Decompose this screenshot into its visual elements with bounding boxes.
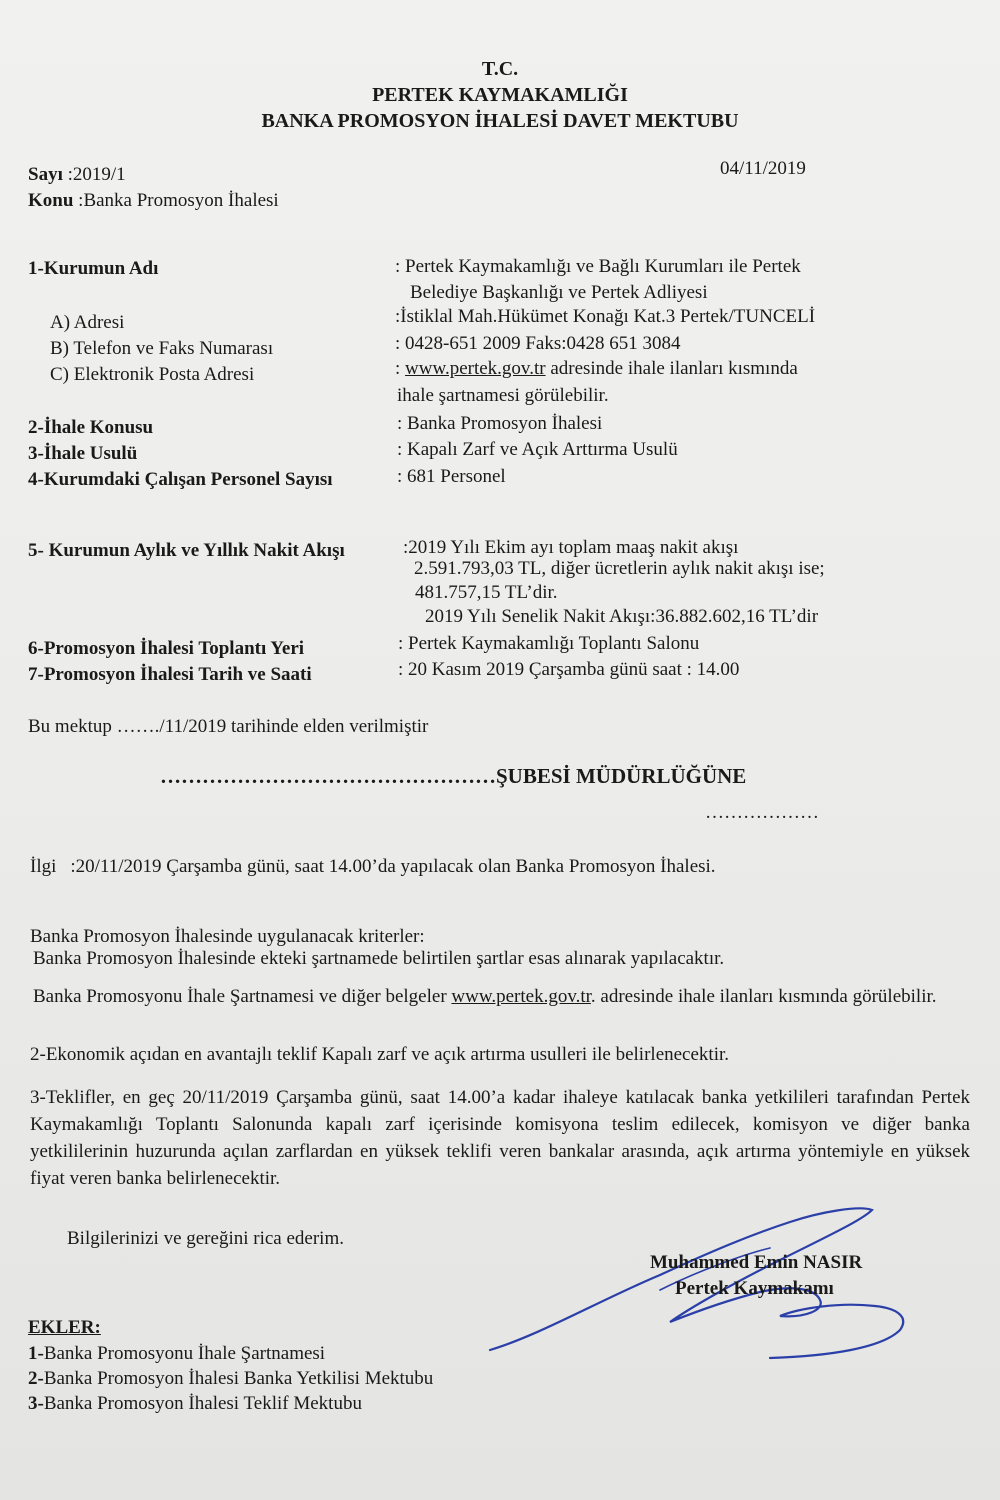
tarih-saat-value: : 20 Kasım 2019 Çarşamba günü saat : 14.00: [398, 659, 740, 680]
eposta-prefix: :: [395, 358, 406, 379]
header-document-title: BANKA PROMOSYON İHALESİ DAVET MEKTUBU: [261, 110, 739, 132]
delivery-note: Bu mektup ……./11/2019 tarihinde elden verilmiştir: [28, 716, 429, 737]
konu-label: Konu: [28, 190, 74, 211]
tel-label: B) Telefon ve Faks Numarası: [50, 338, 274, 359]
criteria-paragraph-3: 3-Teklifler, en geç 20/11/2019 Çarşamba günü, saat 14.00’a kadar ihaleye katılacak banka yetkilileri tarafından Pertek Kaymakamlığı Toplantı Salonunda kapalı zarf içerisinde komisyona teslim edilecek, komisyon ve diğer banka yetkililerinin huzurunda açılan zarflardan en yüksek teklifi veren bankalar arasında, açık artırma yöntemiyle en yüksek fiyat veren banka belirlenecektir.: [30, 1087, 970, 1189]
p1-suffix: . adresinde ihale ilanları kısmında görülebilir.: [590, 986, 937, 1007]
signatory-name: Muhammed Emin NASIR: [650, 1252, 863, 1273]
eposta-label: C) Elektronik Posta Adresi: [50, 364, 255, 385]
ek-item-1: [28, 1343, 325, 1365]
nakit-label: 5- Kurumun Aylık ve Yıllık Nakit Akışı: [28, 540, 345, 561]
personel-value: : 681 Personel: [397, 466, 506, 487]
criteria-paragraph-1: [33, 983, 968, 1010]
website-link[interactable]: www.pertek.gov.tr: [405, 358, 546, 379]
kurum-value-2: Belediye Başkanlığı ve Pertek Adliyesi: [410, 282, 708, 303]
tel-value: : 0428-651 2009 Faks:0428 651 3084: [395, 333, 681, 354]
eposta-suffix: adresinde ihale ilanları kısmında: [545, 358, 798, 379]
addressee-line: …………………………………………ŞUBESİ MÜDÜRLÜĞÜNE: [160, 764, 747, 788]
header-tc: T.C.: [481, 58, 519, 80]
personel-label: 4-Kurumdaki Çalışan Personel Sayısı: [28, 469, 333, 490]
ilgi-text: :20/11/2019 Çarşamba günü, saat 14.00’da yapılacak olan Banka Promosyon İhalesi.: [70, 856, 716, 877]
sayi-value: :2019/1: [67, 164, 126, 185]
nakit-value-3: 481.757,15 TL’dir.: [415, 582, 558, 603]
ek-number: 3-: [28, 1393, 44, 1414]
signatory-title: Pertek Kaymakamı: [675, 1278, 834, 1299]
p1-prefix: Banka Promosyonu İhale Şartnamesi ve diğer belgeler: [33, 986, 452, 1007]
addressee-dots: ………………: [705, 802, 819, 823]
ek-text: Banka Promosyonu İhale Şartnamesi: [43, 1343, 326, 1364]
ek-number: 2-: [28, 1368, 44, 1389]
ek-text: Banka Promosyon İhalesi Banka Yetkilisi Mektubu: [43, 1368, 434, 1389]
closing-line: Bilgilerinizi ve gereğini rica ederim.: [67, 1228, 344, 1249]
criteria-paragraph-2: 2-Ekonomik açıdan en avantajlı teklif Kapalı zarf ve açık artırma usulleri ile belirlenecektir.: [30, 1044, 730, 1065]
ihale-konusu-label: 2-İhale Konusu: [28, 417, 154, 438]
toplanti-yeri-label: 6-Promosyon İhalesi Toplantı Yeri: [28, 638, 305, 659]
nakit-value-2: 2.591.793,03 TL, diğer ücretlerin aylık nakit akışı ise;: [414, 558, 825, 579]
ek-text: Banka Promosyon İhalesi Teklif Mektubu: [43, 1393, 362, 1414]
kurum-value-1: : Pertek Kaymakamlığı ve Bağlı Kurumları ile Pertek: [395, 256, 801, 277]
kurum-label: 1-Kurumun Adı: [28, 258, 159, 279]
eposta-value-1: [395, 358, 798, 380]
ek-item-2: [28, 1368, 433, 1390]
konu-value: :Banka Promosyon İhalesi: [78, 190, 279, 211]
criteria-item-1: Banka Promosyon İhalesinde ekteki şartnamede belirtilen şartlar esas alınarak yapılacaktır.: [33, 948, 725, 969]
adres-value: :İstiklal Mah.Hükümet Konağı Kat.3 Pertek/TUNCELİ: [395, 306, 816, 327]
tarih-saat-label: 7-Promosyon İhalesi Tarih ve Saati: [28, 664, 312, 685]
ilgi-label: İlgi: [30, 856, 57, 877]
nakit-value-4: 2019 Yılı Senelik Nakit Akışı:36.882.602,16 TL’dir: [425, 606, 819, 627]
adres-label: A) Adresi: [50, 312, 125, 333]
website-link-body[interactable]: www.pertek.gov.tr: [451, 986, 591, 1007]
ek-item-3: [28, 1393, 362, 1415]
ilgi-line: [30, 856, 716, 878]
toplanti-yeri-value: : Pertek Kaymakamlığı Toplantı Salonu: [398, 633, 700, 654]
konu-line: [28, 190, 279, 212]
ek-number: 1-: [28, 1343, 44, 1364]
ihale-konusu-value: : Banka Promosyon İhalesi: [397, 413, 603, 434]
header-institution: PERTEK KAYMAKAMLIĞI: [372, 84, 628, 106]
sayi-line: [28, 164, 126, 186]
nakit-value-1: :2019 Yılı Ekim ayı toplam maaş nakit akışı: [403, 537, 739, 558]
ihale-usulu-value: : Kapalı Zarf ve Açık Arttırma Usulü: [397, 439, 678, 460]
document-date: 04/11/2019: [720, 158, 806, 179]
sayi-label: Sayı: [28, 164, 63, 185]
ekler-title: EKLER:: [28, 1317, 101, 1338]
eposta-value-2: ihale şartnamesi görülebilir.: [397, 385, 609, 406]
criteria-title: Banka Promosyon İhalesinde uygulanacak kriterler:: [30, 926, 425, 947]
ihale-usulu-label: 3-İhale Usulü: [28, 443, 138, 464]
